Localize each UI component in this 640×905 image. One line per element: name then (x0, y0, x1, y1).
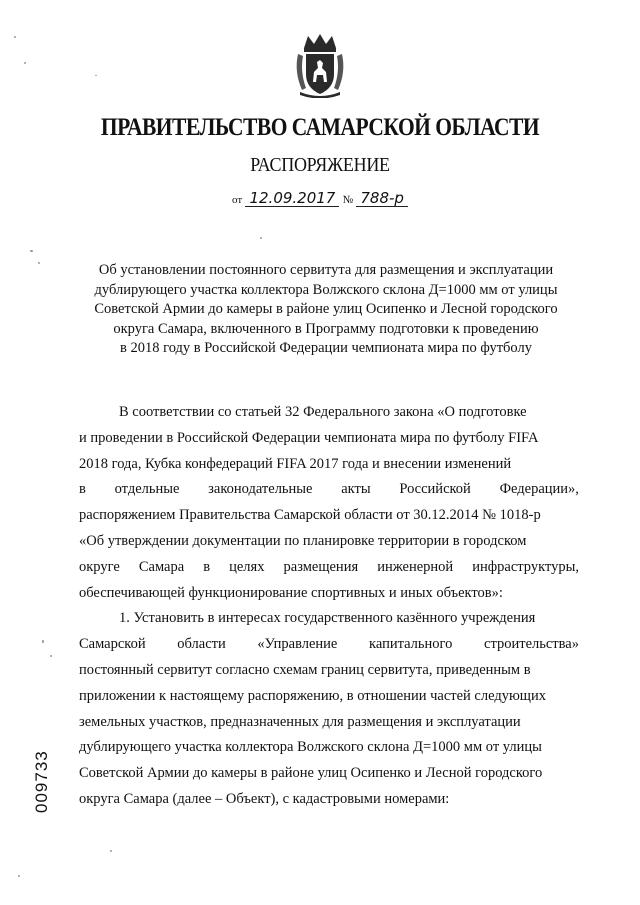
body-line: В соответствии со статьей 32 Федерального закона «О подготовке (119, 404, 527, 420)
scan-speck (18, 875, 20, 877)
body-word: законодательные (208, 481, 313, 498)
body-word: капитального (369, 636, 453, 653)
body-line: Советской Армии до камеры в районе улиц Осипенко и Лесной городского (79, 765, 543, 782)
document-subject (76, 261, 576, 359)
body-word: размещения (283, 558, 359, 575)
body-word: в (79, 481, 86, 498)
body-line (79, 632, 579, 658)
scan-speck (42, 640, 44, 643)
organization-title: ПРАВИТЕЛЬСТВО САМАРСКОЙ ОБЛАСТИ (100, 114, 540, 141)
body-word: целях (229, 558, 265, 575)
body-line: обеспечивающей функционирование спортивных и иных объектов»: (79, 584, 503, 601)
scan-speck (38, 262, 40, 264)
body-word: Самара (138, 558, 185, 575)
body-line: и проведении в Российской Федерации чемпионата мира по футболу FIFA (79, 429, 539, 446)
body-word: Самарской (79, 636, 146, 653)
body-word: строительства» (484, 636, 579, 653)
subject-line: дублирующего участка коллектора Волжского склона Д=1000 мм от улицы (94, 281, 558, 298)
body-word: округе (79, 558, 120, 575)
subject-line: округа Самара, включенного в Программу подготовки к проведению (113, 320, 539, 337)
samara-coat-of-arms-icon (294, 32, 346, 98)
document-body (79, 400, 579, 813)
body-line: земельных участков, предназначенных для размещения и эксплуатации (79, 713, 521, 730)
scan-speck (24, 62, 26, 64)
date-prefix-label: от (232, 194, 243, 206)
body-word: области (177, 636, 226, 653)
body-line: 2018 года, Кубка конфедераций FIFA 2017 года и внесении изменений (79, 455, 512, 472)
body-line: «Об утверждении документации по планировке территории в городском (79, 532, 527, 549)
subject-line: Советской Армии до камеры в районе улиц Осипенко и Лесной городского (94, 301, 558, 318)
body-line: округа Самара (далее – Объект), с кадастровыми номерами: (79, 790, 450, 807)
subject-line: Об установлении постоянного сервитута для размещения и эксплуатации (98, 262, 554, 278)
body-line: распоряжением Правительства Самарской области от 30.12.2014 № 1018-р (79, 507, 541, 524)
body-line (79, 555, 579, 581)
body-word: в (203, 558, 211, 575)
body-line: постоянный сервитут согласно схемам границ сервитута, приведенным в (79, 661, 531, 678)
body-word: Российской (399, 481, 471, 498)
margin-number-text: 009733 (32, 750, 51, 813)
scan-speck (260, 237, 262, 239)
scan-speck (50, 655, 52, 657)
body-word: «Управление (257, 636, 338, 653)
body-line: 1. Установить в интересах государственного казённого учреждения (119, 610, 536, 627)
body-line: приложении к настоящему распоряжению, в отношении частей следующих (79, 687, 546, 704)
subject-line: в 2018 году в Российской Федерации чемпионата мира по футболу (120, 340, 532, 357)
scan-speck (14, 36, 16, 38)
body-word: акты (341, 481, 371, 498)
number-sign-label: № (342, 194, 354, 206)
body-line: дублирующего участка коллектора Волжского склона Д=1000 мм от улицы (79, 739, 542, 756)
document-date-number (0, 190, 640, 207)
document-type-title: РАСПОРЯЖЕНИЕ (250, 154, 390, 176)
body-word: инфраструктуры, (472, 558, 579, 575)
scan-speck (110, 850, 112, 852)
body-word: инженерной (377, 558, 454, 575)
body-line (79, 477, 579, 503)
body-word: Федерации», (499, 481, 579, 498)
scan-speck (30, 250, 33, 252)
body-word: отдельные (114, 481, 180, 498)
document-date: 12.09.2017 (245, 190, 339, 207)
scan-speck (95, 75, 97, 76)
margin-registration-number (32, 750, 52, 813)
document-number: 788-р (356, 190, 408, 207)
